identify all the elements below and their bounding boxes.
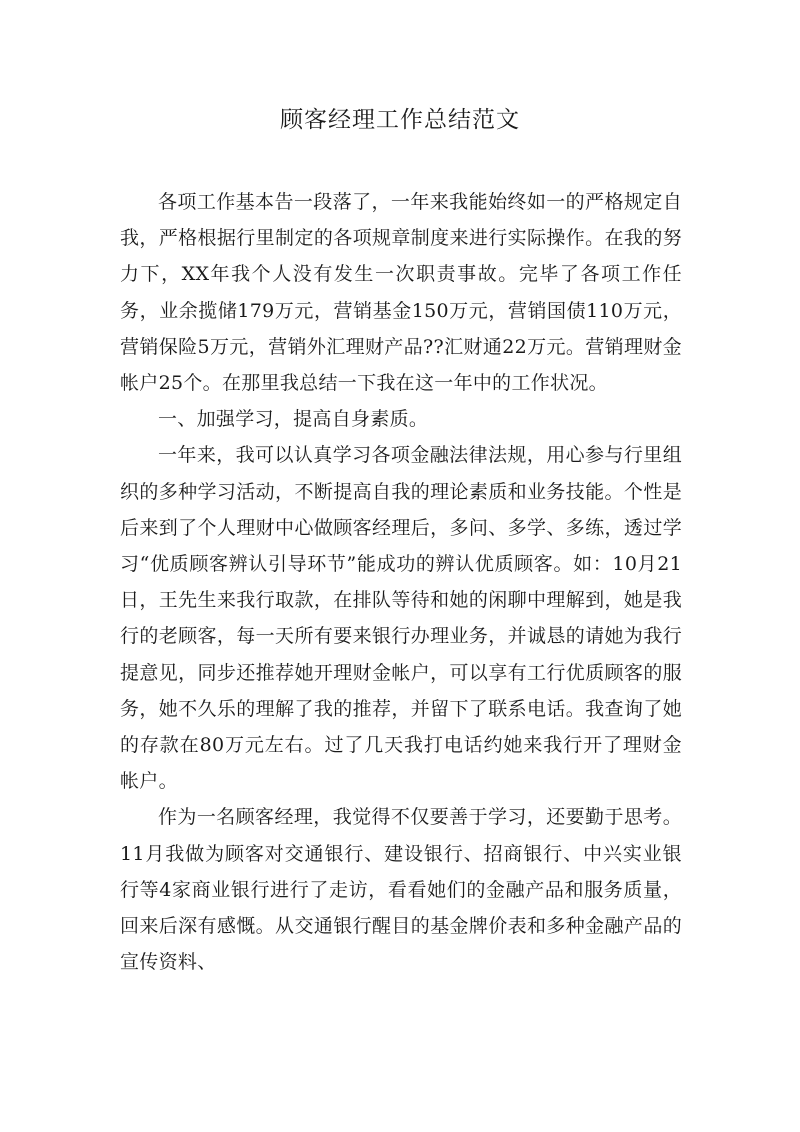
- paragraph-intro: 各项工作基本告一段落了，一年来我能始终如一的严格规定自我，严格根据行里制定的各项规章制度来进行实际操作。在我的努力下，XX年我个人没有发生一次职责事故。完毕了各项工作任务，业余揽储179万元，营销基金150万元，营销国债110万元，营销保险5万元，营销外汇理财产品??汇财通22万元。营销理财金帐户25个。在那里我总结一下我在这一年中的工作状况。: [120, 191, 682, 395]
- paragraph-thinking: 作为一名顾客经理，我觉得不仅要善于学习，还要勤于思考。11月我做为顾客对交通银行、建设银行、招商银行、中兴实业银行等4家商业银行进行了走访，看看她们的金融产品和服务质量，回来后深有感慨。从交通银行醒目的基金牌价表和多种金融产品的宣传资料、: [120, 806, 682, 974]
- section-heading-1: 一、加强学习，提高自身素质。: [158, 408, 429, 431]
- paragraph-study: 一年来，我可以认真学习各项金融法律法规，用心参与行里组织的多种学习活动，不断提高自我的理论素质和业务技能。个性是后来到了个人理财中心做顾客经理后，多问、多学、多练，透过学习“优质顾客辨认引导环节”能成功的辨认优质顾客。如：10月21日，王先生来我行取款，在排队等待和她的闲聊中理解到，她是我行的老顾客，每一天所有要来银行办理业务，并诚恳的请她为我行提意见，同步还推荐她开理财金帐户，可以享有工行优质顾客的服务，她不久乐的理解了我的推荐，并留下了联系电话。我查询了她的存款在80万元左右。过了几天我打电话约她来我行开了理财金帐户。: [120, 444, 682, 793]
- document-title: 顾客经理工作总结范文: [280, 107, 520, 133]
- document-body: [120, 184, 682, 980]
